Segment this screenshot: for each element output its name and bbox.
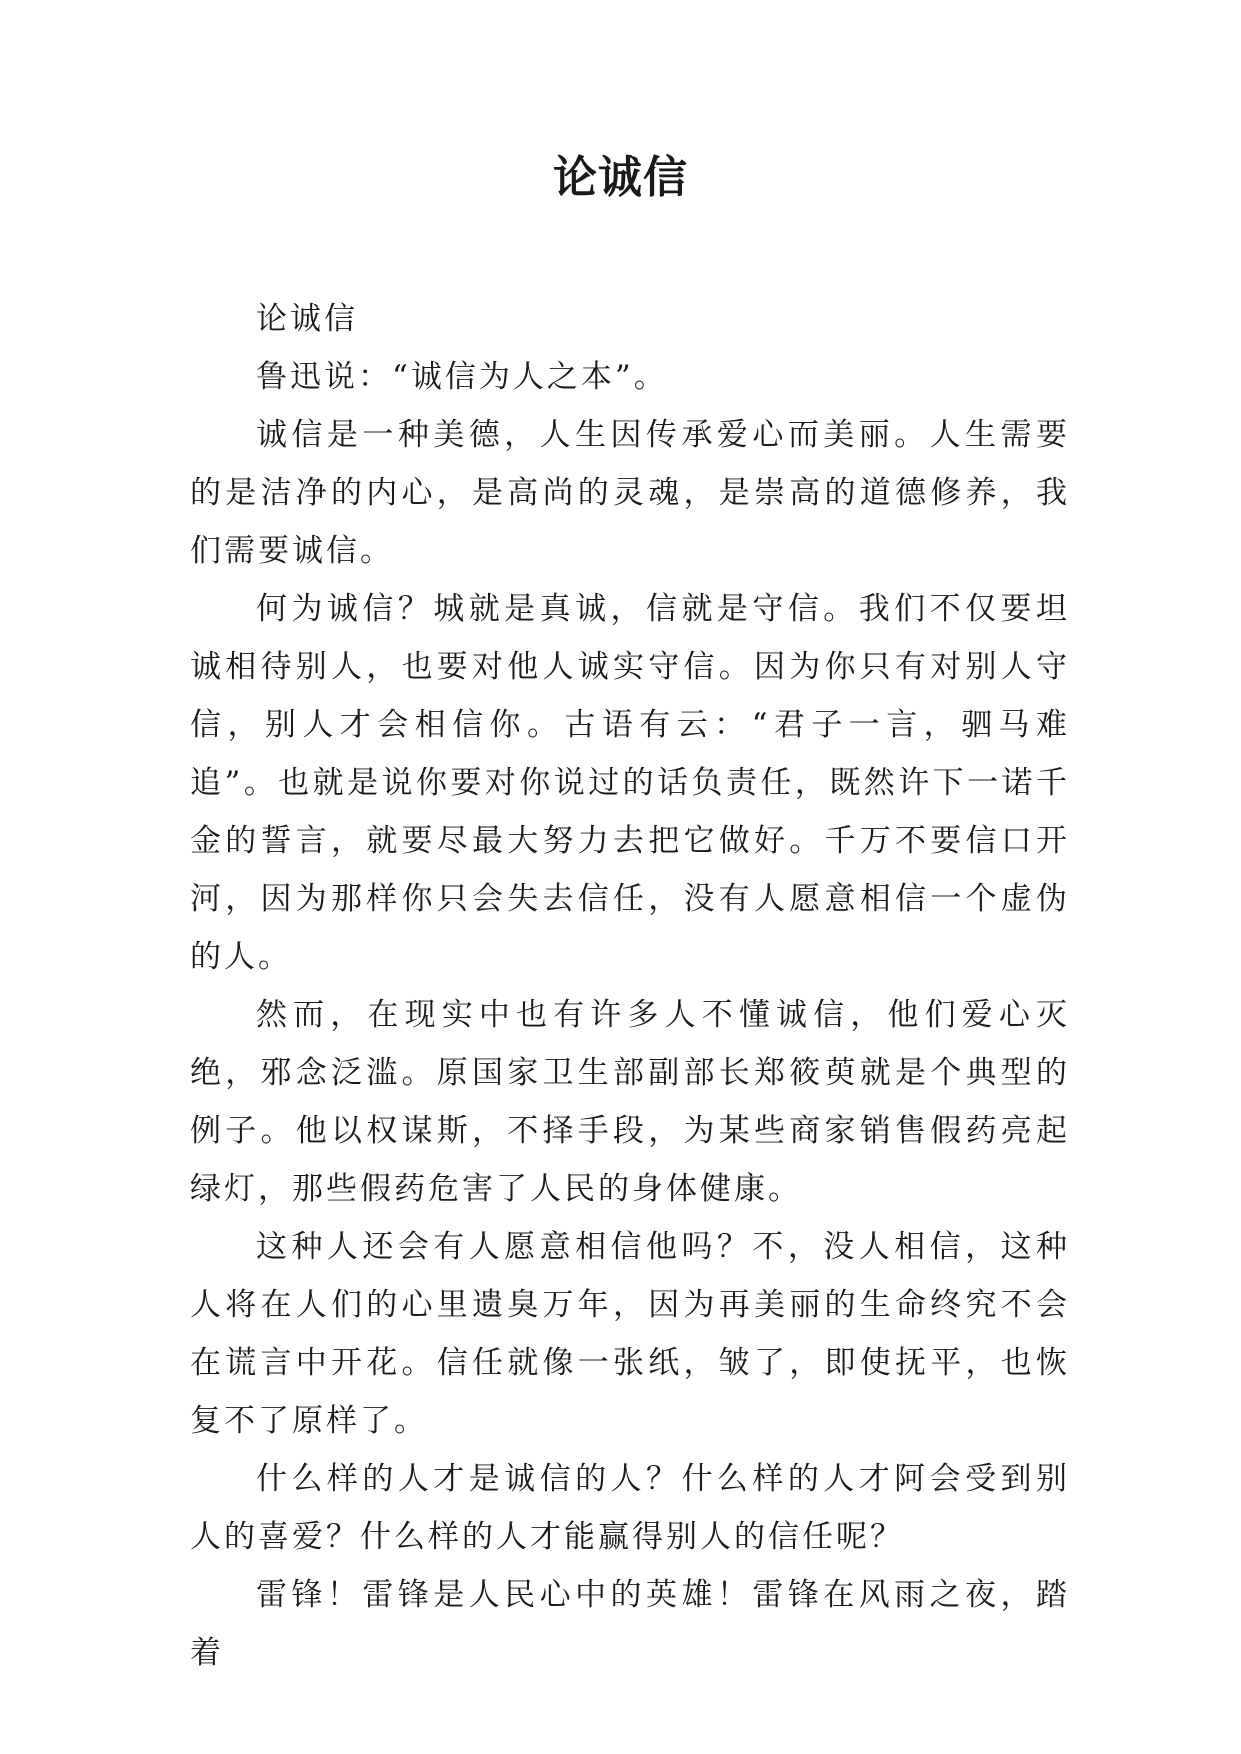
document-title: 论诚信 [553, 152, 688, 203]
paragraph-quote: 鲁迅说：“诚信为人之本”。 [256, 359, 668, 395]
paragraph: 然而，在现实中也有许多人不懂诚信，他们爱心灭绝，邪念泛滥。原国家卫生部副部长郑筱萸就是个典型的例子。他以权谋斯，不择手段，为某些商家销售假药亮起绿灯，那些假药危害了人民的身体健康。 [190, 997, 1070, 1207]
paragraph: 什么样的人才是诚信的人？什么样的人才阿会受到别人的喜爱？什么样的人才能赢得别人的信任呢？ [190, 1461, 1070, 1555]
paragraph: 何为诚信？城就是真诚，信就是守信。我们不仅要坦诚相待别人，也要对他人诚实守信。因为你只有对别人守信，别人才会相信你。古语有云：“君子一言，驷马难追”。也就是说你要对你说过的话负责任，既然许下一诺千金的誓言，就要尽最大努力去把它做好。千万不要信口开河，因为那样你只会失去信任，没有人愿意相信一个虚伪的人。 [190, 591, 1070, 975]
paragraph: 这种人还会有人愿意相信他吗？不，没人相信，这种人将在人们的心里遗臭万年，因为再美丽的生命终究不会在谎言中开花。信任就像一张纸，皱了，即使抚平，也恢复不了原样了。 [190, 1229, 1070, 1439]
paragraph-subtitle: 论诚信 [256, 301, 358, 337]
paragraph: 诚信是一种美德，人生因传承爱心而美丽。人生需要的是洁净的内心，是高尚的灵魂，是崇高的道德修养，我们需要诚信。 [190, 417, 1070, 569]
document-body [190, 290, 1070, 1682]
paragraph: 雷锋！雷锋是人民心中的英雄！雷锋在风雨之夜，踏着 [190, 1577, 1070, 1671]
